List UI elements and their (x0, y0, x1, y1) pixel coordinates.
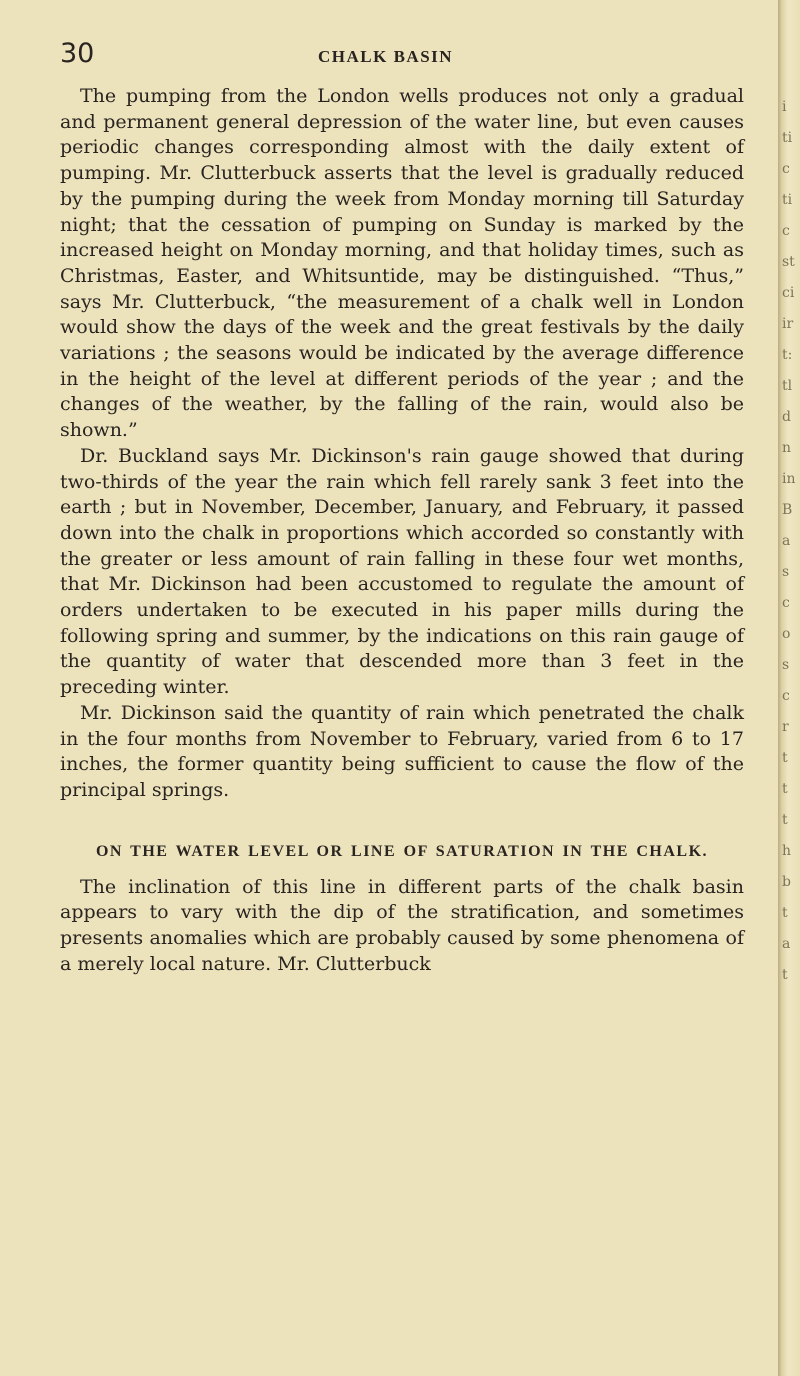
bleed-fragment: o (782, 626, 791, 642)
bleed-fragment: ci (782, 285, 795, 301)
bleed-fragment: s (782, 564, 790, 580)
bleed-fragment: t: (782, 347, 793, 363)
bleed-fragment: c (782, 223, 790, 239)
bleed-fragment: n (782, 440, 792, 456)
bleed-fragment: ir (782, 316, 794, 332)
bleed-fragment: t (782, 750, 788, 766)
bleed-fragment: ti (782, 130, 793, 146)
paragraph: The inclination of this line in different parts of the chalk basin appears to vary with the dip of the stratification, and sometimes presents anomalies which are probably caused by some phenomena of a merely local nature. Mr. Clutterbuck (60, 875, 744, 975)
bleed-fragment: t (782, 781, 788, 797)
paragraph: Mr. Dickinson said the quantity of rain which penetrated the chalk in the four months from November to February, varied from 6 to 17 inches, the former quantity being sufficient to cause the flow of the principal springs. (60, 701, 744, 801)
bleed-fragment: tl (782, 378, 793, 394)
bleed-fragment: s (782, 657, 790, 673)
paragraph: Dr. Buckland says Mr. Dickinson's rain gauge showed that during two-thirds of the year the rain which fell rarely sank 3 feet into the earth ; but in November, December, January, and February, it passed down into the chalk in proportions which accorded so constantly with the greater or less amount of rain falling in these four wet months, that Mr. Dickinson had been accustomed to regulate the amount of orders undertaken to be executed in his paper mills during the following spring and summer, by the indications on this rain gauge of the quantity of water that descended more than 3 feet in the preceding winter. (60, 444, 744, 699)
bleed-fragment: i (782, 99, 787, 115)
bleed-fragment: b (782, 874, 791, 890)
running-head: CHALK BASIN (318, 47, 454, 66)
bleed-fragment: r (782, 719, 789, 735)
bleed-fragment: in (782, 471, 796, 487)
page-number: 30 (60, 38, 95, 69)
bleed-fragment: t (782, 967, 788, 983)
page-header (60, 38, 760, 78)
bleed-fragment: ti (782, 192, 793, 208)
section-heading: ON THE WATER LEVEL OR LINE OF SATURATION IN THE CHALK. (95, 842, 709, 860)
bleed-fragment: c (782, 688, 790, 704)
bleed-fragment: c (782, 161, 790, 177)
paragraph: The pumping from the London wells produces not only a gradual and permanent general depression of the water line, but even causes periodic changes corresponding almost with the daily extent of pumping. Mr. Clutterbuck asserts that the level is gradually reduced by the pumping during the week from Monday morning till Saturday night; that the cessation of pumping on Sunday is marked by the increased height on Monday morning, and that holiday times, such as Christmas, Easter, and Whitsuntide, may be distinguished. “Thus,” says Mr. Clutterbuck, “the measurement of a chalk well in London would show the days of the week and the great festivals by the daily variations ; the seasons would be indicated by the average difference in the height of the level at different periods of the year ; and the changes of the weather, by the falling of the rain, would also be shown.” (60, 85, 744, 442)
bleed-fragment: a (782, 533, 791, 549)
bleed-fragment: t (782, 812, 788, 828)
bleed-fragment: st (782, 254, 795, 270)
bleed-fragment: B (782, 502, 793, 518)
bleed-fragment: t (782, 905, 788, 921)
bleed-fragment: c (782, 595, 790, 611)
bleed-fragment: h (782, 843, 792, 859)
bleed-fragment: d (782, 409, 791, 425)
body-text (60, 84, 744, 978)
bleed-fragment: a (782, 936, 791, 952)
